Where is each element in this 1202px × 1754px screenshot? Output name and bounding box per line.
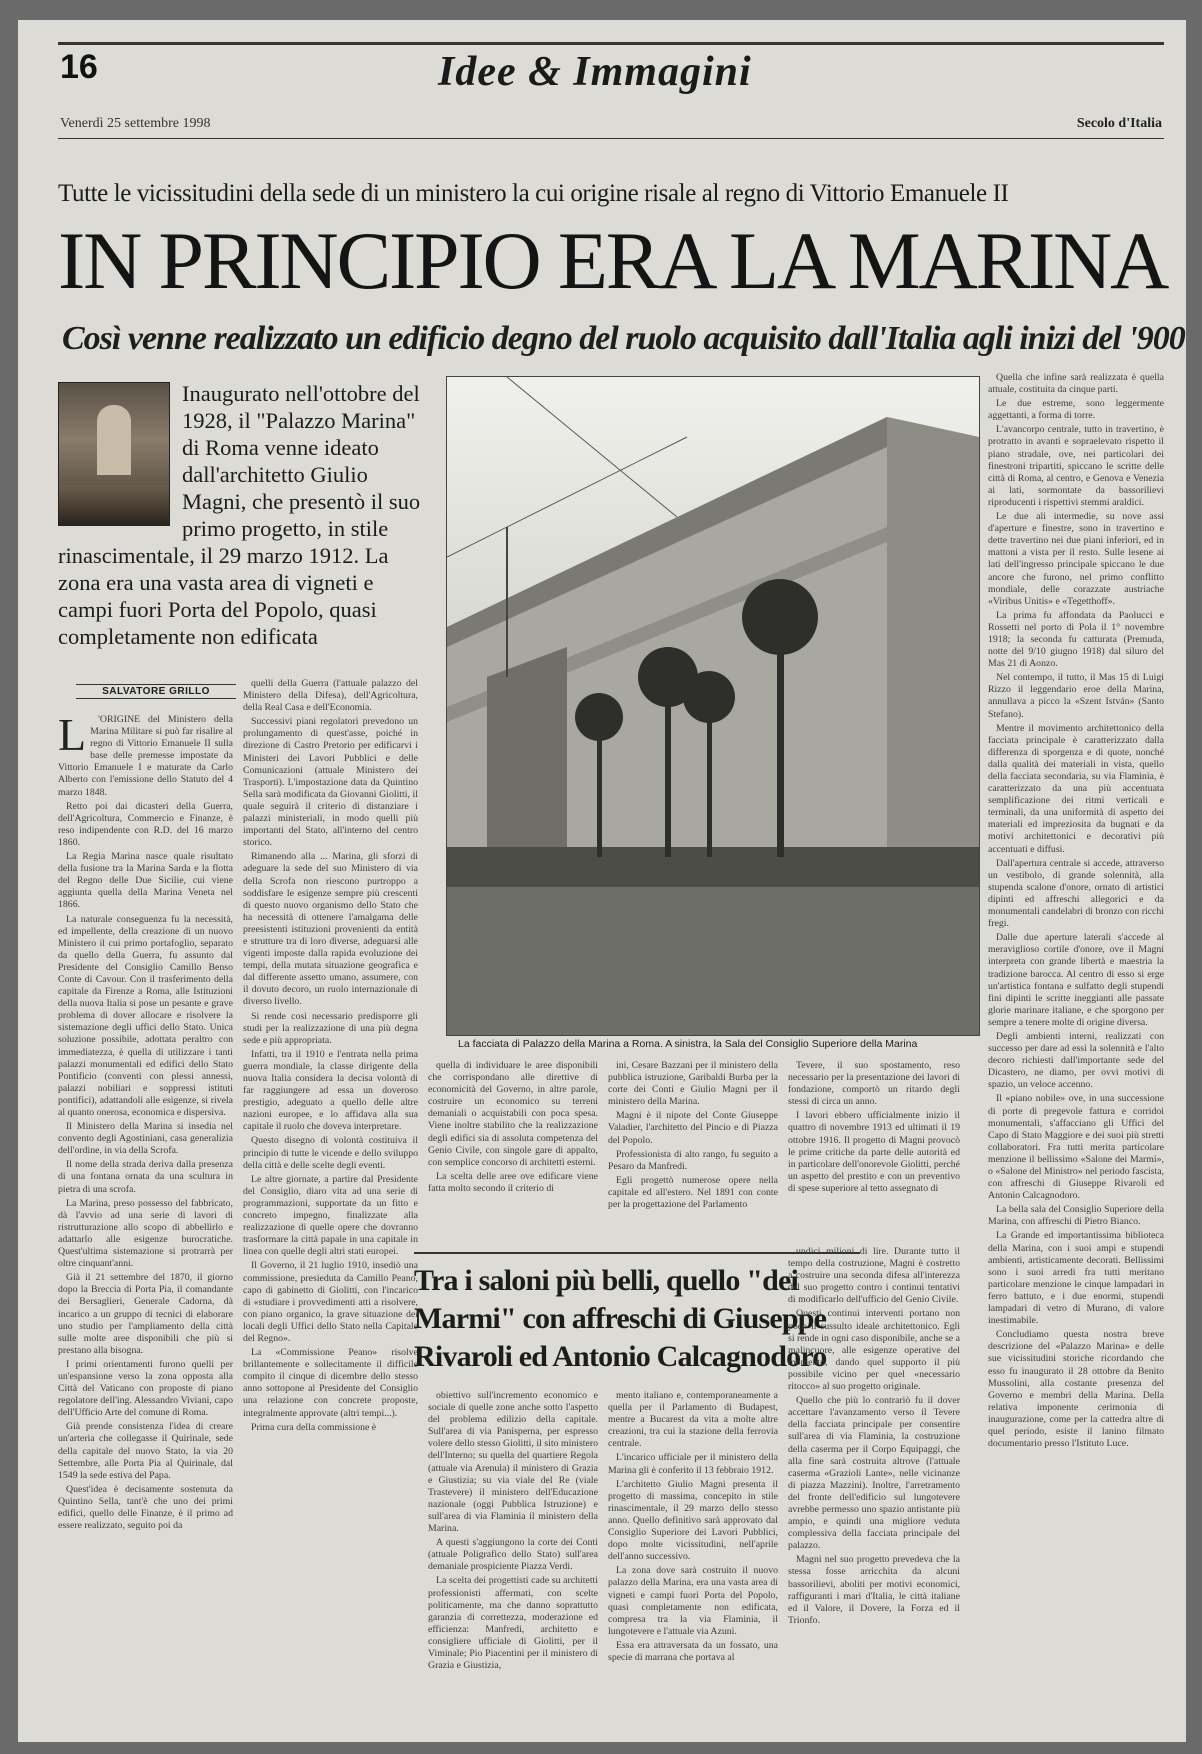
paragraph: Quello che più lo contrariò fu il dover accettare l'avanzamento verso il Tevere della facciata principale per consentire sull'area di via Flaminia, la costruzione della caserma per il Corpo Equipaggi, che alla fine sarà costruita altrove (l'attuale caserma «Grazioli Lante», nelle vicinanze di piazza Mazzini). Inoltre, l'arretramento del fronte dell'edificio sul lungotevere avrebbe permesso uno spazio antistante più ampio, e quindi una migliore veduta complessiva della facciata principale del palazzo. bbox=[788, 1395, 960, 1552]
paragraph: L'avancorpo centrale, tutto in travertino, è protratto in avanti e sopraelevato rispetto il piano stradale, ove, nei particolari dei finestroni tripartiti, spiccano le scritte delle città di Roma, al centro, e Genova e Venezia ai lati, sormontate da bassorilievi riproducenti i rispettivi stemmi araldici. bbox=[988, 424, 1164, 508]
paragraph: mento italiano e, contemporaneamente a quella per il Parlamento di Budapest, mentre a Bucarest da vita a molte altre creazioni, tra cui la stazione della ferrovia centrale. bbox=[608, 1390, 778, 1450]
article-subheadline: Così venne realizzato un edificio degno del ruolo acquisito dall'Italia agli inizi del '900 bbox=[62, 320, 1185, 357]
article-kicker: Tutte le vicissitudini della sede di un ministero la cui origine risale al regno di Vittorio Emanuele II bbox=[58, 180, 1009, 207]
paragraph: Il Ministero della Marina si insedia nel convento degli Agostiniani, casa generalizia dell'ordine, in via della Scrofa. bbox=[58, 1121, 233, 1157]
article-column-8 bbox=[608, 1390, 778, 1732]
paragraph: Prima cura della commissione è bbox=[251, 1421, 377, 1433]
paragraph: Quella che infine sarà realizzata è quella attuale, costituita da cinque parti. bbox=[988, 372, 1164, 396]
article-column-9 bbox=[788, 1246, 960, 1732]
article-column-1 bbox=[58, 714, 233, 1732]
paragraph: Si rende così necessario predisporre gli studi per la realizzazione di una più degna sede e più appropriata. bbox=[243, 1010, 418, 1046]
paragraph: La scelta delle aree ove edificare viene fatta molto secondo il criterio di bbox=[428, 1170, 598, 1194]
paragraph: L'incarico ufficiale per il ministero della Marina gli è conferito il 13 febbraio 1912. bbox=[608, 1452, 778, 1476]
paragraph: A questi s'aggiungono la corte dei Conti (attuale Poligrafico dello Stato) sull'area demaniale prospiciente Piazza Verdi. bbox=[428, 1537, 598, 1573]
paragraph: Già prende consistenza l'idea di creare un'arteria che collegasse il Quirinale, sede della capitale del nuovo Stato, la via 20 Settembre, alle Porta Pia al Quirinale, dal 1549 la sede estiva del Papa. bbox=[58, 1421, 233, 1481]
paragraph: La naturale conseguenza fu la necessità, ed impellente, della creazione di un nuovo Ministero il cui primo portafoglio, separato da quello della Guerra, fu assunto dal Presidente del Consiglio Camillo Benso Conte di Cavour. Con il trasferimento della capitale da Firenze a Roma, alle Istituzioni della nuova Italia si pose un pesante e grave problema di dover allocare e risolvere la sistemazione degli uffici dello Stato. Unica soluzione possibile, adottata peraltro con immediatezza, è quella di utilizzare i tanti palazzi monumentali ed edifici dello Stato Pontificio (conventi con plessi annessi, palazzi nobiliari e soppressi istituti pontifici), adattandoli alle esigenze, si rivela al quanto onerosa, economica e dispersiva. bbox=[58, 913, 233, 1118]
paragraph: La «Commissione Peano» risolve brillantemente e sollecitamente il difficile compito il cinque di dicembre dello stesso anno sottopone al Presidente del Consiglio una relazione con concrete proposte, integralmente approvate (altri tempi...). bbox=[243, 1347, 418, 1419]
article-column-2 bbox=[243, 678, 418, 1732]
street bbox=[447, 877, 979, 1035]
paragraph: La Marina, preso possesso del fabbricato, dà l'avvio ad una serie di lavori di ristrutturazione allo scopo di abbellirlo e adattarlo alle esigenze burocratiche. Quest'ultima sistemazione si protrarrà per oltre cinquant'anni. bbox=[58, 1197, 233, 1270]
paragraph: 'ORIGINE del Ministero della Marina Militare si può far risalire al regno di Vittorio Emanuele II sulla base delle premesse impostate da Vittorio Emanuele I e maturate da Carlo Alberto con l'emissione dello Statuto del 4 marzo 1848. bbox=[58, 714, 233, 798]
paragraph: Le due estreme, sono leggermente aggettanti, a forma di torre. bbox=[988, 398, 1164, 422]
paragraph: Magni nel suo progetto prevedeva che la stessa fosse arricchita da alcuni bassorilievi, aboliti per motivi economici, raffiguranti i mari d'Italia, le città italiane ed il Valore, il Dovere, la Forza ed il Trionfo. bbox=[788, 1554, 960, 1626]
paragraph: Infatti, tra il 1910 e l'entrata nella prima guerra mondiale, la classe dirigente della nuova Italia considera la decisa volontà di far raggiungere ad essa un doveroso prestigio, adeguato a quello delle altre nazioni europee, e lo affidava alla sua capitale il ruolo che doveva interpretare. bbox=[243, 1048, 418, 1133]
newspaper-name: Secolo d'Italia bbox=[1076, 116, 1162, 131]
paragraph: Le altre giornate, a partire dal Presidente del Consiglio, diaro vita ad una serie di programmazioni, supportate da un fitto e concreto impegno, finalizzate alla realizzazione di quelle opere che dovranno trasformare la città papale in una capitale in linea con quelle degli altri stati europei. bbox=[243, 1173, 418, 1258]
paragraph: quella di individuare le aree disponibili che corrispondano alle direttive di economicità del Governo, in altre parole, costruire un economico su terreni demaniali o acquistabili con poca spesa. Viene inoltre stabilito che la realizzazione degli edifici sia di assoluta competenza del Genio Civile, con singole gare di appalto, con semplice concorso di architetti esterni. bbox=[428, 1060, 598, 1168]
paragraph: Mentre il movimento architettonico della facciata principale è caratterizzato dalla differenza di sporgenza e di quote, nonché dalla qualità dei materiali in vista, quello della facciata secondaria, su via Flaminia, è caratterizzato da una più accentuata semplificazione dei ritmi verticali e terminali, da una uniformità di aspetto dei materiali ed impreziosita da bugnati e da motivi architettonici e decorativi più accentuati e diffusi. bbox=[988, 722, 1164, 855]
paragraph: La bella sala del Consiglio Superiore della Marina, con affreschi di Pietro Bianco. bbox=[988, 1204, 1164, 1228]
paragraph: Questo disegno di volontà costituiva il principio di tutte le vicende e dello sviluppo della città e delle scelte degli eventi. bbox=[243, 1135, 418, 1171]
tram-wire-2 bbox=[507, 377, 677, 517]
article-column-4 bbox=[608, 1060, 778, 1240]
photo-caption: La facciata di Palazzo della Marina a Roma. A sinistra, la Sala del Consiglio Superiore della Marina bbox=[458, 1038, 918, 1050]
paragraph: I lavori ebbero ufficialmente inizio il quattro di novembre 1913 ed ultimati il 19 ottobre 1916. Il progetto di Magni provocò le prime critiche da parte delle autorità ed in particolare dell'onorevole Giolitti, perché un aspetto del prestito e con un preventivo di spese superiore al tetto assegnato di bbox=[788, 1110, 960, 1194]
paragraph: La prima fu affondata da Paolucci e Rossetti nel porto di Pola il 1° novembre 1918; la seconda fu catturata (Premuda, notte del 9/10 giugno 1918) dal siluro del Mas 21 di Aonzo. bbox=[988, 609, 1164, 670]
article-headline: IN PRINCIPIO ERA LA MARINA bbox=[58, 215, 1168, 306]
paragraph: Questi continui interventi portano non poco il sussulto ideale architettonico. Egli si rende in ogni caso disponibile, anche se a malincuore, alle esigenze operative del momento, dando quel supporto il più possibile vicino per quel «necessario ritocco» al suo progetto originale. bbox=[788, 1308, 960, 1393]
article-column-6 bbox=[988, 372, 1164, 1732]
paragraph: Degli ambienti interni, realizzati con successo per dare ad essi la solennità e l'alto decoro richiesti dall'importante sede del Dicastero, ne diamo, per ovvi motivi di spazio, un veloce accenno. bbox=[988, 1030, 1164, 1091]
paragraph: Già il 21 settembre del 1870, il giorno dopo la Breccia di Porta Pia, il comandante dei Bersaglieri, Generale Cadorna, dà incarico a un gruppo di tecnici di elaborare uno studio per l'ampliamento della città sulle molte aree disponibili che più si prestano alla bisogna. bbox=[58, 1272, 233, 1356]
paragraph: Essa era attraversata da un fossato, una specie di marrana che portava al bbox=[608, 1639, 778, 1663]
drop-cap: L bbox=[58, 714, 87, 760]
paragraph: Il «piano nobile» ove, in una successione di porte di pregevole fattura e corridoi monumentali, s'affacciano gli Uffici del Capo di Stato Maggiore e dei suoi più stretti collaboratori. Fra tutti merita particolare menzione il bellissimo «Salone dei Marmi», o «Salone del Ministro» nel periodo fascista, con affreschi di Giuseppe Rivaroli ed Antonio Calcagnodoro. bbox=[988, 1093, 1164, 1202]
paragraph: Professionista di alto rango, fu seguito a Pesaro da Manfredi. bbox=[608, 1148, 778, 1172]
paragraph: La zona dove sarà costruito il nuovo palazzo della Marina, era una vasta area di vigneti e campi fuori Porta del Popolo, quasi completamente non edificata, compresa tra la via Flaminia, il lungotevere e l'attuale via Azuni. bbox=[608, 1565, 778, 1637]
paragraph: Le due ali intermedie, su nove assi d'aperture e finestre, sono in travertino e dette travertino nei due piani inferiori, ed in mattoni a vista per il resto. Sulle lesene ai lati dell'ingresso principale spiccano le due ancore che furono, nel primo conflitto mondiale, delle corazzate austriache «Viribus Unitis» e «Tegetthoff». bbox=[988, 511, 1164, 607]
lead-text: Inaugurato nell'ottobre del 1928, il "Palazzo Marina" di Roma venne ideato dall'architetto Giulio Magni, che presentò il suo primo progetto, in stile rinascimentale, il 29 marzo 1912. La zona era una vasta area di vigneti e campi fuori Porta del Popolo, quasi completamente non edificata bbox=[58, 381, 421, 649]
paragraph: Retto poi dai dicasteri della Guerra, dell'Agricoltura, Commercio e Finanze, è reso indipendente con R.D. del 16 marzo 1860. bbox=[58, 800, 233, 848]
paragraph: Il nome della strada deriva dalla presenza di una fontana ornata da una scultura in pietra di una scrofa. bbox=[58, 1159, 233, 1195]
top-rule bbox=[58, 42, 1164, 45]
paragraph: Il Governo, il 21 luglio 1910, insediò una commissione, presieduta da Camillo Peano, capo di gabinetto di Giolitti, con l'incarico di «studiare i provvedimenti atti a risolvere, con piano organico, la grave situazione dei locali degli Uffici dello Stato nella Capitale del Regno». bbox=[243, 1260, 418, 1344]
paragraph: Magni è il nipote del Conte Giuseppe Valadier, l'architetto del Pincio e di Piazza del Popolo. bbox=[608, 1110, 778, 1146]
dateline bbox=[58, 116, 1164, 139]
article-column-5 bbox=[788, 1060, 960, 1240]
paragraph: Egli progettò numerose opere nella capitale ed all'estero. Nel 1891 con conte per la progettazione del Parlamento bbox=[608, 1174, 778, 1211]
article-column-3 bbox=[428, 1060, 598, 1240]
paragraph: ini, Cesare Bazzani per il ministero della pubblica istruzione, Garibaldi Burba per la corte dei Conti e Giulio Magni per il ministero della Marina. bbox=[608, 1060, 778, 1108]
building-corner-tower bbox=[887, 417, 979, 877]
paragraph: Rimanendo alla ... Marina, gli sforzi di adeguare la sede del suo Ministero di via della Scrofa non riescono purtroppo a soddisfare le esigenze sempre più crescenti di questo nuovo organismo dello Stato che ha necessità di ottenere l'amalgama delle preesistenti istituzioni provenienti da entità e strutture tra di loro diverse, adeguarsi alle vigenti imposte dalla rapida evoluzione dei tempi, della mutata situazione geografica e dal differente assetto umano, assumere, con il dovuto decoro, un ruolo internazionale di diverso livello. bbox=[243, 851, 418, 1008]
paragraph: La scelta dei progettisti cade su architetti professionisti affermati, con scelte politicamente, ma che danno soprattutto garanzia di correttezza, moderazione ed efficienza: Manfredi, architetto e consigliere ufficiale di Giolitti, per il Viminale; Pio Piacentini per il ministero di Grazia e Giustizia, bbox=[428, 1575, 598, 1672]
central-portal bbox=[487, 647, 567, 847]
paragraph: La Grande ed importantissima biblioteca della Marina, con i suoi ampi e stupendi ambienti, artisticamente decorati. Bellissimi sono i suoi arredi fra tutti meritano particolare menzione le cinque lampadari in ferro battuto, e i due enormi, stupendi lampadari di vetro di Murano, di valore inestimabile. bbox=[988, 1230, 1164, 1327]
paragraph: Concludiamo questa nostra breve descrizione del «Palazzo Marina» e delle sue vicissitudini storiche ricordando che esso fu inaugurato il 28 ottobre da Benito Mussolini, alla costante presenza del Governo e membri della Marina. Della relativa imponente cerimonia di inaugurazione, come per la cattedra altre di quel periodo, esiste il lanino filmato documentario presso l'Istituto Luce. bbox=[988, 1329, 1164, 1450]
garden-wall bbox=[447, 847, 979, 887]
page-number: 16 bbox=[60, 48, 98, 86]
newspaper-page bbox=[18, 20, 1186, 1742]
paragraph: quelli della Guerra (l'attuale palazzo del Ministero della Difesa), dell'Agricoltura, della Real Casa e dell'Economia. bbox=[243, 678, 418, 714]
article-column-7 bbox=[428, 1390, 598, 1732]
paragraph: Dalle due aperture laterali s'accede al meraviglioso cortile d'onore, ove il Magni interpreta con grande libertà e maestria la tradizione barocca. Al centro di esso si erge un'artistica fontana e sulfatto degli stupendi fini dipinti le scritte ineggianti alle passate glorie marinare italiane, e che sporgono per sempre a tenere molte di origine diversa. bbox=[988, 932, 1164, 1028]
palazzo-facade-drawing bbox=[447, 377, 979, 1035]
lead-photo-spacer bbox=[58, 380, 182, 530]
paragraph: Successivi piani regolatori prevedono un prolungamento di quest'asse, poiché in direzione di Castro Pretorio per edificarvi i Ministeri dei Lavori Pubblici e delle Comunicazioni (attuale Ministero dei Trasporti). L'impostazione data da Quintino Sella sarà modificata da Giovanni Giolitti, il quale seguirà il criterio di distanziare i palazzi ministeriali, in modo quelli più importanti del Stato, all'interno del centro storico. bbox=[243, 716, 418, 849]
palazzo-marina-photo bbox=[446, 376, 980, 1036]
paragraph: Nel contempo, il tutto, il Mas 15 di Luigi Rizzo il leggendario eroe della Marina, annullava a picco la «Szent István» (Santo Stefano). bbox=[988, 672, 1164, 720]
paragraph: La Regia Marina nasce quale risultato della fusione tra la Marina Sarda e la flotta del Regno delle Due Sicilie, cui viene aggiunta quella della Marina Veneta nel 1866. bbox=[58, 851, 233, 911]
issue-date: Venerdì 25 settembre 1998 bbox=[60, 116, 211, 131]
article-lead bbox=[58, 380, 434, 650]
paragraph: L'architetto Giulio Magni presenta il progetto di massima, concepito in stile rinascimentale, il 29 marzo dello stesso anno. Quello definitivo sarà approvato dal Consiglio Superiore dei Lavori Pubblici, dopo molte vicissitudini, nell'aprile dell'anno successivo. bbox=[608, 1478, 778, 1563]
paragraph: undici milioni di lire. Durante tutto il tempo della costruzione, Magni è costretto a costruire una seconda difesa all'interezza del suo progetto contro i continui tentativi di modificarlo dell'ufficio del Genio Civile. bbox=[788, 1246, 960, 1306]
paragraph: obiettivo sull'incremento economico e sociale di quelle zone anche sotto l'aspetto del problema edilizio della capitale. Sull'area di via Panisperna, per espresso volere dello stesso Giolitti, il sito ministero dell'Interno; su quella del quartiere Regola (attuale via Arenula) il ministero di Grazia e Giustizia; su via viale del Re (viale Trastevere) il ministero dell'Educazione nazionale (oggi Pubblica Istruzione) e sull'area di via Flaminia il ministero della Marina. bbox=[428, 1390, 598, 1535]
paragraph: Quest'idea è decisamente sostenuta da Quintino Sella, tant'è che uno dei primi edifici, quello delle Finanze, è il primo ad essere realizzato, seguito poi da bbox=[58, 1483, 233, 1532]
section-title: Idee & Immagini bbox=[438, 49, 752, 95]
paragraph: Tevere, il suo spostamento, reso necessario per la presentazione dei lavori di fondazione, comportò un ritardo degli stessi di circa un anno. bbox=[788, 1060, 960, 1108]
paragraph: I primi orientamenti furono quelli per un'espansione verso la zona opposta alla Città del Vaticano con proposte di piano regolatore dell'ing. Alessandro Viviani, capo dell'Ufficio Arte del comune di Roma. bbox=[58, 1358, 233, 1419]
paragraph: Dall'apertura centrale si accede, attraverso un vestibolo, di grande solennità, alla stupenda scalone d'onore, ornato di artistici dipinti ed affreschi allegorici e da monumentali candelabri di bronzo con ricchi fregi. bbox=[988, 857, 1164, 930]
box-headline: Tra i saloni più belli, quello "dei Marmi" con affreschi di Giuseppe Rivaroli ed Antonio Calcagnodoro bbox=[414, 1252, 860, 1376]
byline: SALVATORE GRILLO bbox=[76, 684, 236, 699]
